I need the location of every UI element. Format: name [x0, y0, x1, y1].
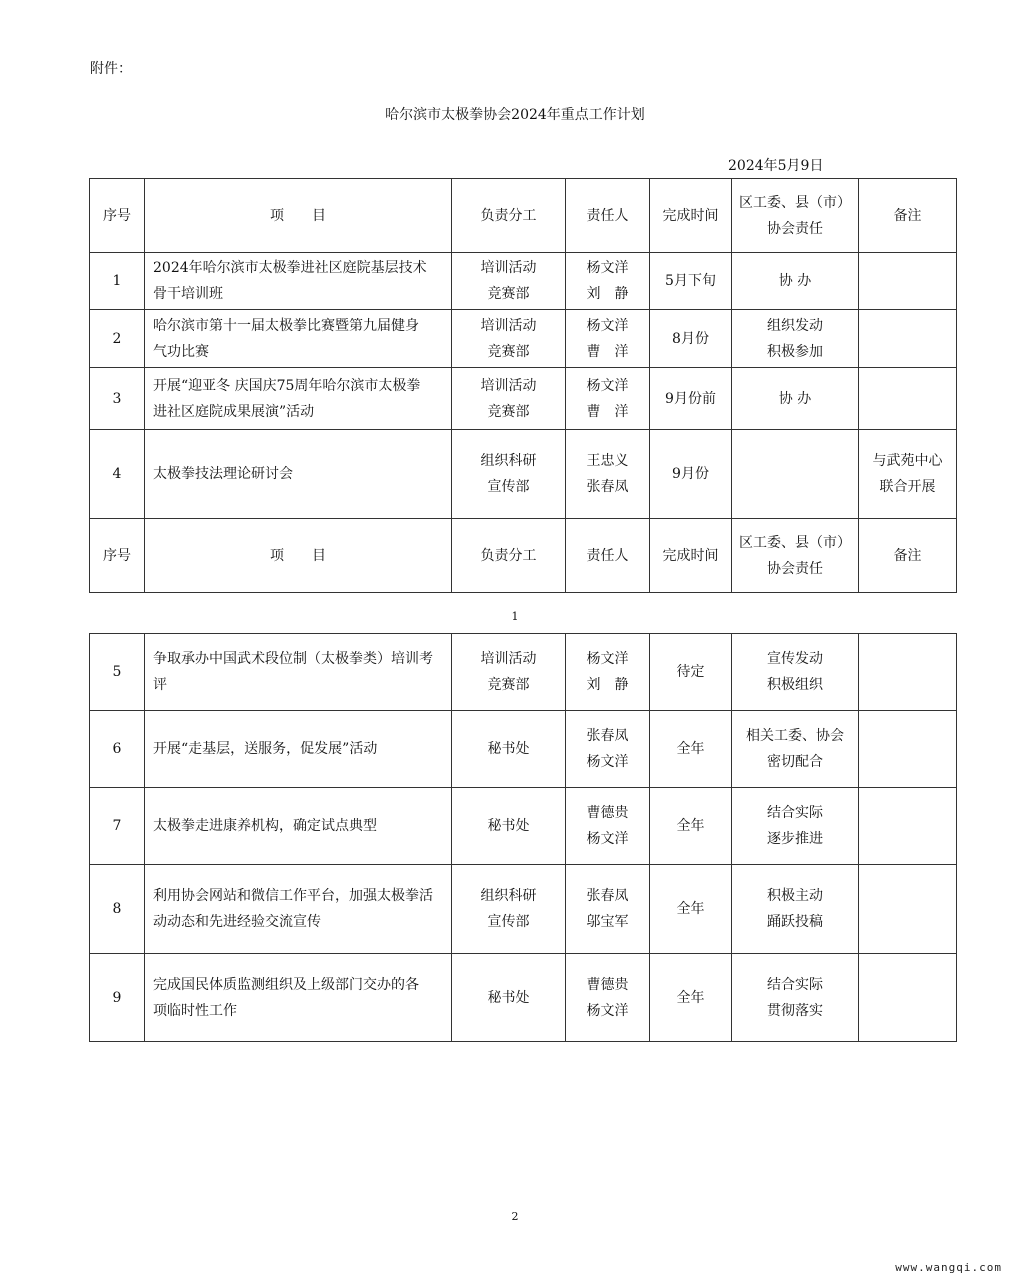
district-cell-line: 结合实际	[767, 805, 823, 821]
attachment-label: 附件：	[90, 61, 132, 77]
header-district-line: 区工委、县（市）	[739, 534, 851, 551]
table-row	[90, 788, 957, 865]
person-cell-line: 张春凤	[586, 888, 629, 904]
division-cell-line: 竞赛部	[487, 286, 530, 302]
deadline-cell: 9月份	[650, 430, 732, 519]
header-remarks: 备注	[859, 519, 957, 593]
district-cell-line: 积极主动	[767, 888, 823, 904]
district-cell-line: 贯彻落实	[767, 1002, 823, 1019]
person-cell-line: 刘 静	[586, 677, 629, 693]
header-remarks: 备注	[859, 179, 957, 253]
person-cell-line: 杨文洋	[586, 1002, 629, 1019]
seq-cell: 8	[90, 865, 145, 954]
person-cell-line: 杨文洋	[586, 831, 629, 847]
header-project: 项 目	[145, 179, 452, 253]
division-cell	[452, 253, 566, 310]
header-district-line: 协会责任	[767, 560, 823, 577]
project-cell-line: 开展“迎亚冬 庆国庆75周年哈尔滨市太极拳	[153, 377, 421, 394]
work-plan-table-page-2	[89, 633, 957, 1042]
division-cell-line: 竞赛部	[487, 403, 530, 420]
division-cell	[452, 865, 566, 954]
document-title: 哈尔滨市太极拳协会2024年重点工作计划	[385, 107, 645, 123]
district-cell	[732, 865, 859, 954]
remarks-cell	[859, 634, 957, 711]
project-cell	[145, 310, 452, 368]
division-cell	[452, 711, 566, 788]
person-cell	[566, 430, 650, 519]
project-cell	[145, 788, 452, 865]
header-project: 项 目	[145, 519, 452, 593]
project-cell-line: 项临时性工作	[153, 1002, 237, 1019]
table-row	[90, 368, 957, 430]
header-deadline: 完成时间	[650, 519, 732, 593]
district-cell	[732, 634, 859, 711]
deadline-cell: 全年	[650, 711, 732, 788]
remarks-cell-line: 与武苑中心	[872, 453, 943, 469]
division-cell-line: 组织科研	[480, 888, 537, 904]
district-cell	[732, 711, 859, 788]
division-cell-line: 宣传部	[487, 914, 530, 930]
project-cell-line: 利用协会网站和微信工作平台，加强太极拳活	[153, 888, 433, 904]
seq-cell: 1	[90, 253, 145, 310]
table-row	[90, 954, 957, 1042]
deadline-cell: 全年	[650, 788, 732, 865]
table-row	[90, 430, 957, 519]
seq-cell: 4	[90, 430, 145, 519]
remarks-cell	[859, 253, 957, 310]
remarks-cell	[859, 865, 957, 954]
division-cell-line: 宣传部	[487, 479, 530, 495]
document-date: 2024年5月9日	[728, 158, 824, 174]
table-header-row	[90, 179, 957, 253]
seq-cell: 9	[90, 954, 145, 1042]
seq-cell: 6	[90, 711, 145, 788]
header-person: 责任人	[566, 519, 650, 593]
district-cell	[732, 310, 859, 368]
project-cell-line: 评	[153, 677, 167, 693]
project-cell	[145, 634, 452, 711]
district-cell	[732, 788, 859, 865]
table-header-row	[90, 519, 957, 593]
seq-cell: 3	[90, 368, 145, 430]
remarks-cell-line: 联合开展	[879, 479, 936, 495]
header-district-line: 协会责任	[767, 220, 823, 237]
deadline-cell: 8月份	[650, 310, 732, 368]
remarks-cell	[859, 368, 957, 430]
district-cell	[732, 368, 859, 430]
seq-cell: 2	[90, 310, 145, 368]
table-row	[90, 865, 957, 954]
division-cell	[452, 954, 566, 1042]
header-district	[732, 179, 859, 253]
remarks-cell	[859, 788, 957, 865]
page-number: 1	[511, 610, 519, 623]
division-cell-line: 秘书处	[487, 818, 530, 834]
header-deadline: 完成时间	[650, 179, 732, 253]
division-cell	[452, 788, 566, 865]
header-division: 负责分工	[452, 519, 566, 593]
header-seq: 序号	[90, 519, 145, 593]
district-cell	[732, 253, 859, 310]
project-cell-line: 进社区庭院成果展演”活动	[153, 403, 315, 420]
project-cell	[145, 253, 452, 310]
district-cell-line: 协 办	[778, 273, 812, 289]
header-seq: 序号	[90, 179, 145, 253]
remarks-cell	[859, 954, 957, 1042]
deadline-cell: 全年	[650, 865, 732, 954]
person-cell	[566, 865, 650, 954]
project-cell-line: 开展“走基层，送服务，促发展”活动	[153, 741, 378, 757]
person-cell	[566, 634, 650, 711]
deadline-cell: 9月份前	[650, 368, 732, 430]
district-cell-line: 逐步推进	[767, 831, 823, 847]
division-cell-line: 秘书处	[487, 989, 530, 1006]
person-cell-line: 杨文洋	[586, 260, 629, 276]
header-district-line: 区工委、县（市）	[739, 194, 851, 211]
person-cell-line: 曹德贵	[586, 805, 629, 821]
person-cell-line: 张春凤	[586, 479, 629, 495]
project-cell-line: 骨干培训班	[153, 286, 223, 302]
person-cell-line: 刘 静	[586, 286, 629, 302]
person-cell	[566, 711, 650, 788]
seq-cell: 7	[90, 788, 145, 865]
division-cell-line: 培训活动	[480, 651, 537, 667]
deadline-cell: 5月下旬	[650, 253, 732, 310]
district-cell	[732, 430, 859, 519]
person-cell	[566, 310, 650, 368]
division-cell	[452, 634, 566, 711]
project-cell-line: 哈尔滨市第十一届太极拳比赛暨第九届健身	[153, 317, 419, 334]
district-cell-line: 相关工委、协会	[746, 728, 844, 744]
project-cell-line: 太极拳技法理论研讨会	[153, 466, 293, 482]
work-plan-table-page-1	[89, 178, 957, 593]
division-cell-line: 组织科研	[480, 453, 537, 469]
district-cell-line: 密切配合	[767, 754, 823, 770]
header-person: 责任人	[566, 179, 650, 253]
person-cell-line: 杨文洋	[586, 317, 629, 334]
district-cell-line: 积极组织	[767, 677, 823, 693]
deadline-cell: 待定	[650, 634, 732, 711]
district-cell-line: 宣传发动	[767, 651, 823, 667]
division-cell	[452, 310, 566, 368]
project-cell	[145, 368, 452, 430]
division-cell-line: 培训活动	[480, 317, 537, 334]
remarks-cell	[859, 711, 957, 788]
person-cell-line: 曹德贵	[586, 976, 629, 993]
seq-cell: 5	[90, 634, 145, 711]
person-cell-line: 王忠义	[586, 453, 629, 469]
project-cell	[145, 430, 452, 519]
person-cell-line: 杨文洋	[586, 651, 629, 667]
division-cell	[452, 368, 566, 430]
division-cell-line: 竞赛部	[487, 677, 530, 693]
division-cell-line: 培训活动	[480, 377, 537, 394]
project-cell-line: 争取承办中国武术段位制（太极拳类）培训考	[153, 651, 433, 667]
project-cell-line: 2024年哈尔滨市太极拳进社区庭院基层技术	[153, 260, 427, 276]
table-row	[90, 634, 957, 711]
page-number: 2	[511, 1210, 519, 1223]
table-row	[90, 253, 957, 310]
person-cell-line: 张春凤	[586, 728, 629, 744]
district-cell-line: 协 办	[778, 390, 812, 407]
deadline-cell: 全年	[650, 954, 732, 1042]
district-cell-line: 组织发动	[767, 317, 823, 334]
district-cell-line: 踊跃投稿	[767, 914, 823, 930]
district-cell-line: 积极参加	[767, 343, 823, 360]
person-cell	[566, 253, 650, 310]
remarks-cell	[859, 430, 957, 519]
division-cell	[452, 430, 566, 519]
project-cell-line: 动动态和先进经验交流宣传	[153, 914, 321, 930]
person-cell	[566, 788, 650, 865]
district-cell	[732, 954, 859, 1042]
header-division: 负责分工	[452, 179, 566, 253]
table-row	[90, 711, 957, 788]
person-cell-line: 杨文洋	[586, 754, 629, 770]
person-cell	[566, 368, 650, 430]
project-cell	[145, 954, 452, 1042]
header-district	[732, 519, 859, 593]
project-cell-line: 太极拳走进康养机构，确定试点典型	[153, 818, 377, 834]
person-cell-line: 邬宝军	[586, 914, 629, 930]
division-cell-line: 秘书处	[487, 741, 530, 757]
division-cell-line: 培训活动	[480, 260, 537, 276]
project-cell-line: 气功比赛	[153, 343, 209, 360]
division-cell-line: 竞赛部	[487, 343, 530, 360]
project-cell	[145, 865, 452, 954]
person-cell-line: 曹 洋	[586, 343, 629, 360]
table-row	[90, 310, 957, 368]
project-cell-line: 完成国民体质监测组织及上级部门交办的各	[153, 976, 419, 993]
person-cell-line: 曹 洋	[586, 403, 629, 420]
project-cell	[145, 711, 452, 788]
remarks-cell	[859, 310, 957, 368]
watermark: www.wangqi.com	[895, 1261, 1002, 1274]
person-cell	[566, 954, 650, 1042]
person-cell-line: 杨文洋	[586, 377, 629, 394]
district-cell-line: 结合实际	[767, 976, 823, 993]
